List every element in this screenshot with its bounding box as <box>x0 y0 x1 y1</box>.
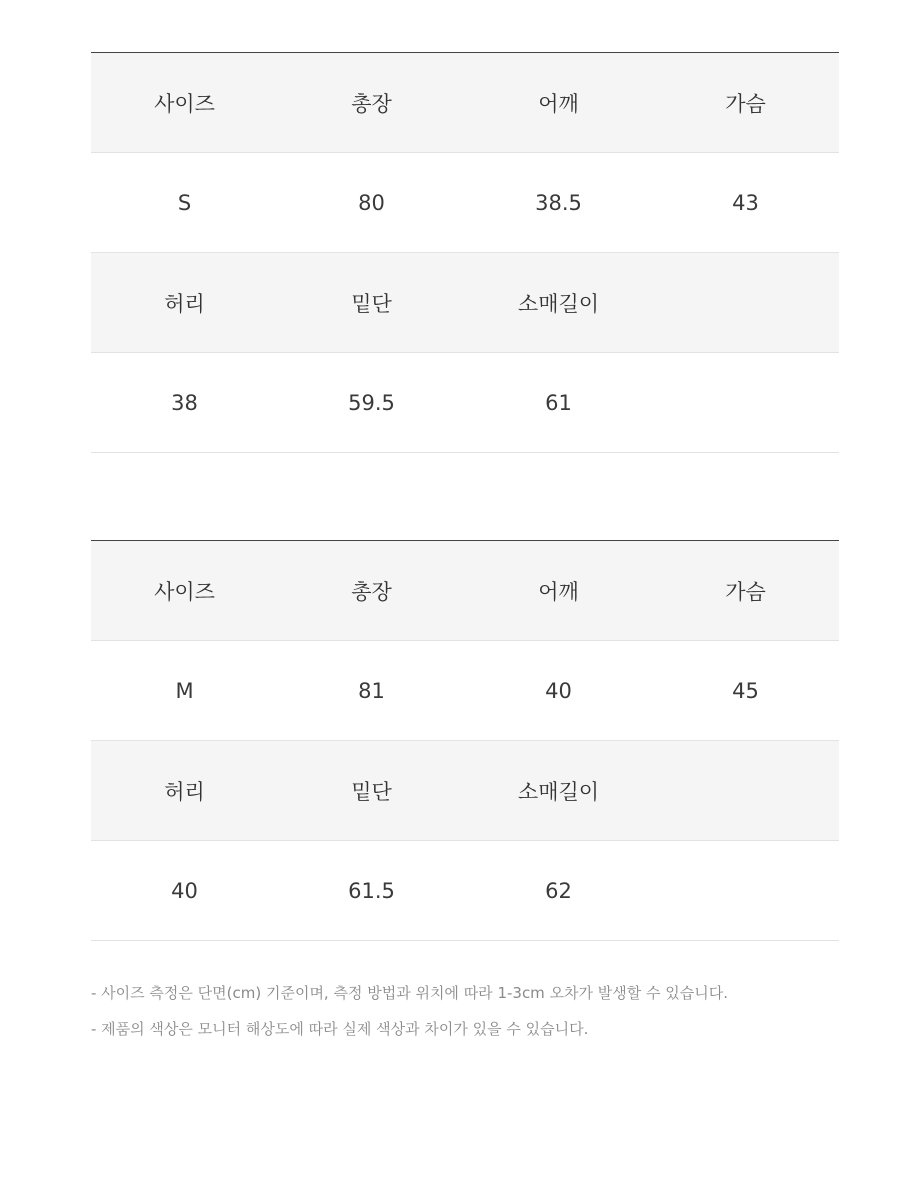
header-cell-sleeve-length: 소매길이 <box>517 291 600 316</box>
table-row <box>91 841 839 941</box>
header-cell-sleeve-length: 소매길이 <box>517 779 600 804</box>
value-cell-sleeve-length: 61 <box>545 390 572 415</box>
value-cell-waist: 40 <box>171 878 198 903</box>
value-cell-size: M <box>175 678 194 703</box>
value-cell-hem: 61.5 <box>348 878 395 903</box>
header-cell-size: 사이즈 <box>154 579 215 604</box>
value-cell-chest: 43 <box>732 190 759 215</box>
table-row <box>91 353 839 453</box>
value-cell-chest: 45 <box>732 678 759 703</box>
value-cell-empty <box>652 841 839 940</box>
value-cell-shoulder: 40 <box>545 678 572 703</box>
table-header-row <box>91 53 839 153</box>
value-cell-hem: 59.5 <box>348 390 395 415</box>
header-cell-total-length: 총장 <box>351 579 392 604</box>
table-header-row <box>91 541 839 641</box>
header-cell-size: 사이즈 <box>154 91 215 116</box>
value-cell-size: S <box>177 190 192 215</box>
header-cell-waist: 허리 <box>164 291 205 316</box>
table-header-row <box>91 741 839 841</box>
value-cell-waist: 38 <box>171 390 198 415</box>
header-cell-waist: 허리 <box>164 779 205 804</box>
header-cell-total-length: 총장 <box>351 91 392 116</box>
note-color: - 제품의 색상은 모니터 해상도에 따라 실제 색상과 차이가 있을 수 있습니다. <box>91 1020 589 1038</box>
size-table-s <box>91 52 839 453</box>
header-cell-hem: 밑단 <box>351 779 392 804</box>
note-measurement: - 사이즈 측정은 단면(cm) 기준이며, 측정 방법과 위치에 따라 1-3cm 오차가 발생할 수 있습니다. <box>91 984 729 1002</box>
table-row <box>91 153 839 253</box>
header-cell-empty <box>652 253 839 352</box>
value-cell-total-length: 81 <box>358 678 385 703</box>
value-cell-total-length: 80 <box>358 190 385 215</box>
header-cell-shoulder: 어깨 <box>538 579 579 604</box>
measurement-notes <box>91 984 871 1056</box>
value-cell-sleeve-length: 62 <box>545 878 572 903</box>
header-cell-shoulder: 어깨 <box>538 91 579 116</box>
table-header-row <box>91 253 839 353</box>
header-cell-hem: 밑단 <box>351 291 392 316</box>
header-cell-empty <box>652 741 839 840</box>
value-cell-shoulder: 38.5 <box>535 190 582 215</box>
size-table-m <box>91 540 839 941</box>
table-row <box>91 641 839 741</box>
value-cell-empty <box>652 353 839 452</box>
header-cell-chest: 가슴 <box>725 579 766 604</box>
header-cell-chest: 가슴 <box>725 91 766 116</box>
